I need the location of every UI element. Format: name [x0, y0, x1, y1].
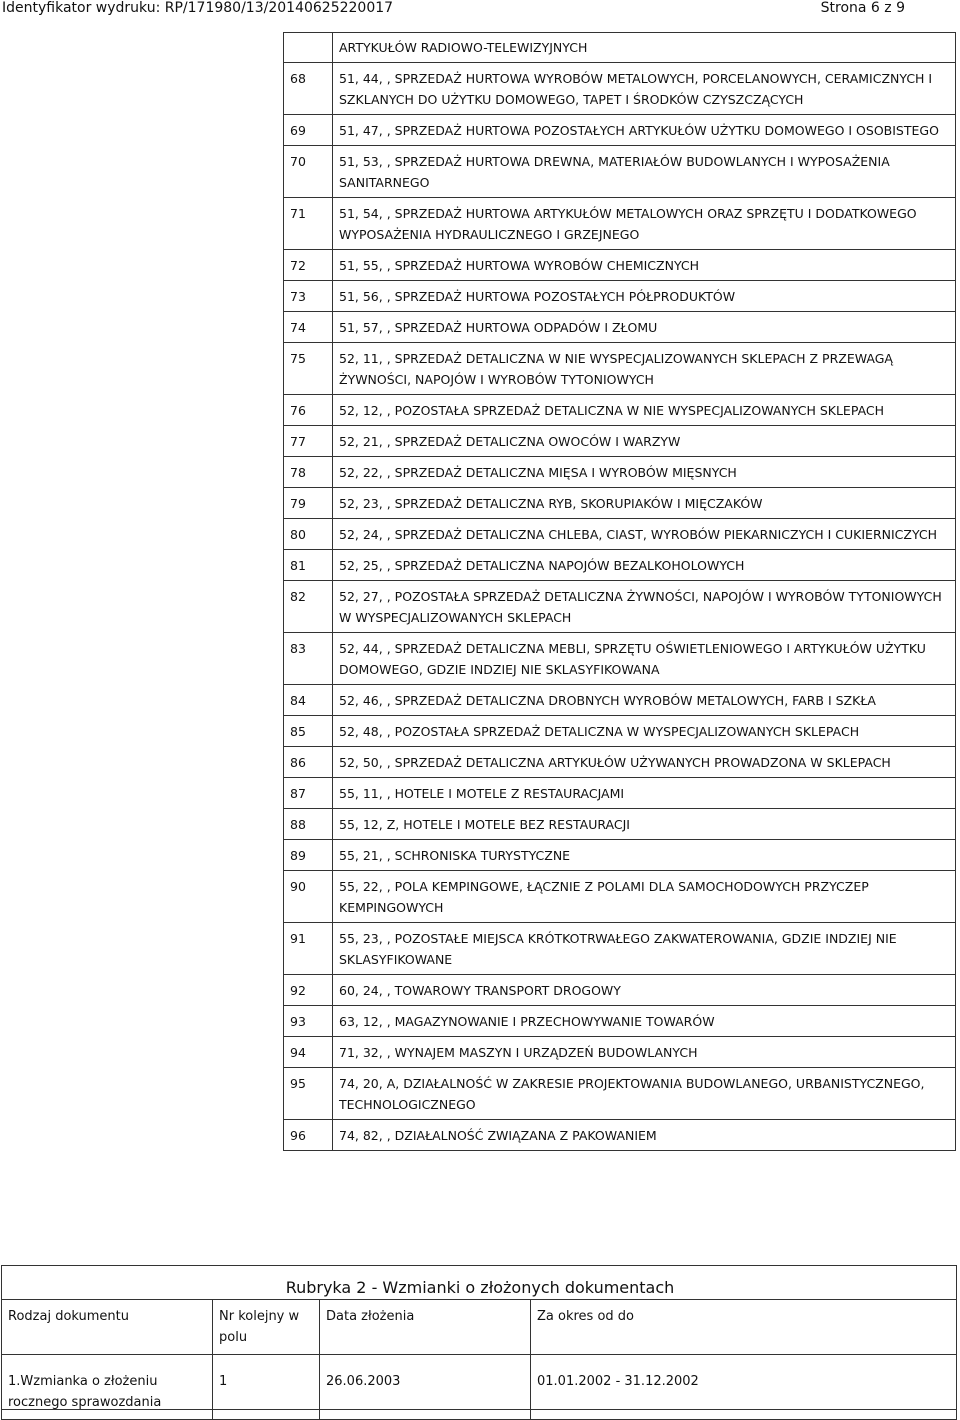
document-number: 1: [213, 1355, 320, 1420]
row-number: 94: [284, 1037, 333, 1068]
column-header-number: Nr kolejny w polu: [213, 1300, 320, 1355]
row-text: 51, 55, , SPRZEDAŻ HURTOWA WYROBÓW CHEMICZNYCH: [333, 250, 956, 281]
table-row-continuation: [284, 33, 956, 63]
row-text: 51, 47, , SPRZEDAŻ HURTOWA POZOSTAŁYCH ARTYKUŁÓW UŻYTKU DOMOWEGO I OSOBISTEGO: [333, 115, 956, 146]
documents-table: [1, 1299, 957, 1420]
table-row: [284, 519, 956, 550]
row-text: 55, 22, , POLA KEMPINGOWE, ŁĄCZNIE Z POLAMI DLA SAMOCHODOWYCH PRZYCZEP KEMPINGOWYCH: [333, 871, 956, 923]
row-text: 52, 21, , SPRZEDAŻ DETALICZNA OWOCÓW I WARZYW: [333, 426, 956, 457]
row-number: 86: [284, 747, 333, 778]
row-number: 96: [284, 1120, 333, 1151]
row-number: 90: [284, 871, 333, 923]
table-row: [284, 312, 956, 343]
table-row: [284, 250, 956, 281]
row-number: 91: [284, 923, 333, 975]
table-row: [284, 281, 956, 312]
column-header-type: Rodzaj dokumentu: [2, 1300, 213, 1355]
table-row: [284, 840, 956, 871]
row-number: 78: [284, 457, 333, 488]
row-text: 52, 11, , SPRZEDAŻ DETALICZNA W NIE WYSPECJALIZOWANYCH SKLEPACH Z PRZEWAGĄ ŻYWNOŚCI, NAPOJÓW I WYROBÓW TYTONIOWYCH: [333, 343, 956, 395]
row-text: 55, 11, , HOTELE I MOTELE Z RESTAURACJAMI: [333, 778, 956, 809]
row-number: 77: [284, 426, 333, 457]
table-row: [284, 1120, 956, 1151]
row-number: 74: [284, 312, 333, 343]
table-row: [284, 426, 956, 457]
table-row: [284, 975, 956, 1006]
row-text: 55, 12, Z, HOTELE I MOTELE BEZ RESTAURACJI: [333, 809, 956, 840]
table-row: [284, 1006, 956, 1037]
documents-section: [1, 1265, 957, 1410]
row-number: 70: [284, 146, 333, 198]
column-header-period: Za okres od do: [531, 1300, 957, 1355]
table-row: [284, 1037, 956, 1068]
row-number: 83: [284, 633, 333, 685]
row-text: 52, 22, , SPRZEDAŻ DETALICZNA MIĘSA I WYROBÓW MIĘSNYCH: [333, 457, 956, 488]
row-number: 88: [284, 809, 333, 840]
row-text: 52, 25, , SPRZEDAŻ DETALICZNA NAPOJÓW BEZALKOHOLOWYCH: [333, 550, 956, 581]
row-number: 73: [284, 281, 333, 312]
table-row: [284, 778, 956, 809]
table-row: [284, 809, 956, 840]
row-text: 51, 56, , SPRZEDAŻ HURTOWA POZOSTAŁYCH PÓŁPRODUKTÓW: [333, 281, 956, 312]
table-row: [284, 716, 956, 747]
row-number: 72: [284, 250, 333, 281]
row-number: [284, 33, 333, 63]
row-number: 79: [284, 488, 333, 519]
table-row: [284, 1068, 956, 1120]
row-number: 87: [284, 778, 333, 809]
row-text: 52, 24, , SPRZEDAŻ DETALICZNA CHLEBA, CIAST, WYROBÓW PIEKARNICZYCH I CUKIERNICZYCH: [333, 519, 956, 550]
row-text: 52, 44, , SPRZEDAŻ DETALICZNA MEBLI, SPRZĘTU OŚWIETLENIOWEGO I ARTYKUŁÓW UŻYTKU DOMOWEGO, GDZIE INDZIEJ NIE SKLASYFIKOWANA: [333, 633, 956, 685]
row-text: 63, 12, , MAGAZYNOWANIE I PRZECHOWYWANIE TOWARÓW: [333, 1006, 956, 1037]
table-row: [284, 923, 956, 975]
row-number: 69: [284, 115, 333, 146]
table-row: [284, 747, 956, 778]
table-row: [284, 685, 956, 716]
table-row: [284, 581, 956, 633]
row-number: 82: [284, 581, 333, 633]
row-text: 71, 32, , WYNAJEM MASZYN I URZĄDZEŃ BUDOWLANYCH: [333, 1037, 956, 1068]
document-period: 01.01.2002 - 31.12.2002: [531, 1355, 957, 1420]
table-row: [284, 457, 956, 488]
row-number: 76: [284, 395, 333, 426]
row-number: 81: [284, 550, 333, 581]
row-text: 55, 21, , SCHRONISKA TURYSTYCZNE: [333, 840, 956, 871]
row-text: 51, 57, , SPRZEDAŻ HURTOWA ODPADÓW I ZŁOMU: [333, 312, 956, 343]
document-date: 26.06.2003: [320, 1355, 531, 1420]
row-text: 52, 12, , POZOSTAŁA SPRZEDAŻ DETALICZNA W NIE WYSPECJALIZOWANYCH SKLEPACH: [333, 395, 956, 426]
row-text: 74, 20, A, DZIAŁALNOŚĆ W ZAKRESIE PROJEKTOWANIA BUDOWLANEGO, URBANISTYCZNEGO, TECHNOLOGICZNEGO: [333, 1068, 956, 1120]
row-text: 52, 23, , SPRZEDAŻ DETALICZNA RYB, SKORUPIAKÓW I MIĘCZAKÓW: [333, 488, 956, 519]
table-row: [284, 871, 956, 923]
row-number: 68: [284, 63, 333, 115]
row-text: 51, 53, , SPRZEDAŻ HURTOWA DREWNA, MATERIAŁÓW BUDOWLANYCH I WYPOSAŻENIA SANITARNEGO: [333, 146, 956, 198]
row-text: 52, 46, , SPRZEDAŻ DETALICZNA DROBNYCH WYROBÓW METALOWYCH, FARB I SZKŁA: [333, 685, 956, 716]
row-text: 51, 54, , SPRZEDAŻ HURTOWA ARTYKUŁÓW METALOWYCH ORAZ SPRZĘTU I DODATKOWEGO WYPOSAŻENIA HYDRAULICZNEGO I GRZEJNEGO: [333, 198, 956, 250]
document-type: 1.Wzmianka o złożeniu rocznego sprawozdania: [2, 1355, 213, 1420]
row-text: 51, 44, , SPRZEDAŻ HURTOWA WYROBÓW METALOWYCH, PORCELANOWYCH, CERAMICZNYCH I SZKLANYCH DO UŻYTKU DOMOWEGO, TAPET I ŚRODKÓW CZYSZCZĄCYCH: [333, 63, 956, 115]
row-number: 71: [284, 198, 333, 250]
table-row: [284, 488, 956, 519]
row-number: 80: [284, 519, 333, 550]
table-row: [284, 198, 956, 250]
row-text: 55, 23, , POZOSTAŁE MIEJSCA KRÓTKOTRWAŁEGO ZAKWATEROWANIA, GDZIE INDZIEJ NIE SKLASYFIKOWANE: [333, 923, 956, 975]
print-header: [0, 0, 960, 22]
documents-header-row: [2, 1300, 957, 1355]
table-row: [284, 343, 956, 395]
table-row: [284, 395, 956, 426]
row-number: 75: [284, 343, 333, 395]
row-number: 93: [284, 1006, 333, 1037]
row-number: 85: [284, 716, 333, 747]
activity-table: [283, 32, 956, 1151]
documents-row: [2, 1355, 957, 1420]
row-text: 52, 27, , POZOSTAŁA SPRZEDAŻ DETALICZNA ŻYWNOŚCI, NAPOJÓW I WYROBÓW TYTONIOWYCH W WYSPECJALIZOWANYCH SKLEPACH: [333, 581, 956, 633]
row-number: 89: [284, 840, 333, 871]
table-row: [284, 550, 956, 581]
print-identifier: Identyfikator wydruku: RP/171980/13/20140625220017: [2, 0, 394, 16]
row-text: 60, 24, , TOWAROWY TRANSPORT DROGOWY: [333, 975, 956, 1006]
table-row: [284, 146, 956, 198]
page-number: Strona 6 z 9: [820, 0, 905, 16]
row-number: 95: [284, 1068, 333, 1120]
row-text: 52, 48, , POZOSTAŁA SPRZEDAŻ DETALICZNA W WYSPECJALIZOWANYCH SKLEPACH: [333, 716, 956, 747]
column-header-date: Data złożenia: [320, 1300, 531, 1355]
row-text: ARTYKUŁÓW RADIOWO-TELEWIZYJNYCH: [333, 33, 956, 63]
section-title: Rubryka 2 - Wzmianki o złożonych dokumentach: [285, 1278, 675, 1297]
table-row: [284, 115, 956, 146]
row-text: 52, 50, , SPRZEDAŻ DETALICZNA ARTYKUŁÓW UŻYWANYCH PROWADZONA W SKLEPACH: [333, 747, 956, 778]
row-number: 92: [284, 975, 333, 1006]
table-row: [284, 633, 956, 685]
row-text: 74, 82, , DZIAŁALNOŚĆ ZWIĄZANA Z PAKOWANIEM: [333, 1120, 956, 1151]
row-number: 84: [284, 685, 333, 716]
table-row: [284, 63, 956, 115]
